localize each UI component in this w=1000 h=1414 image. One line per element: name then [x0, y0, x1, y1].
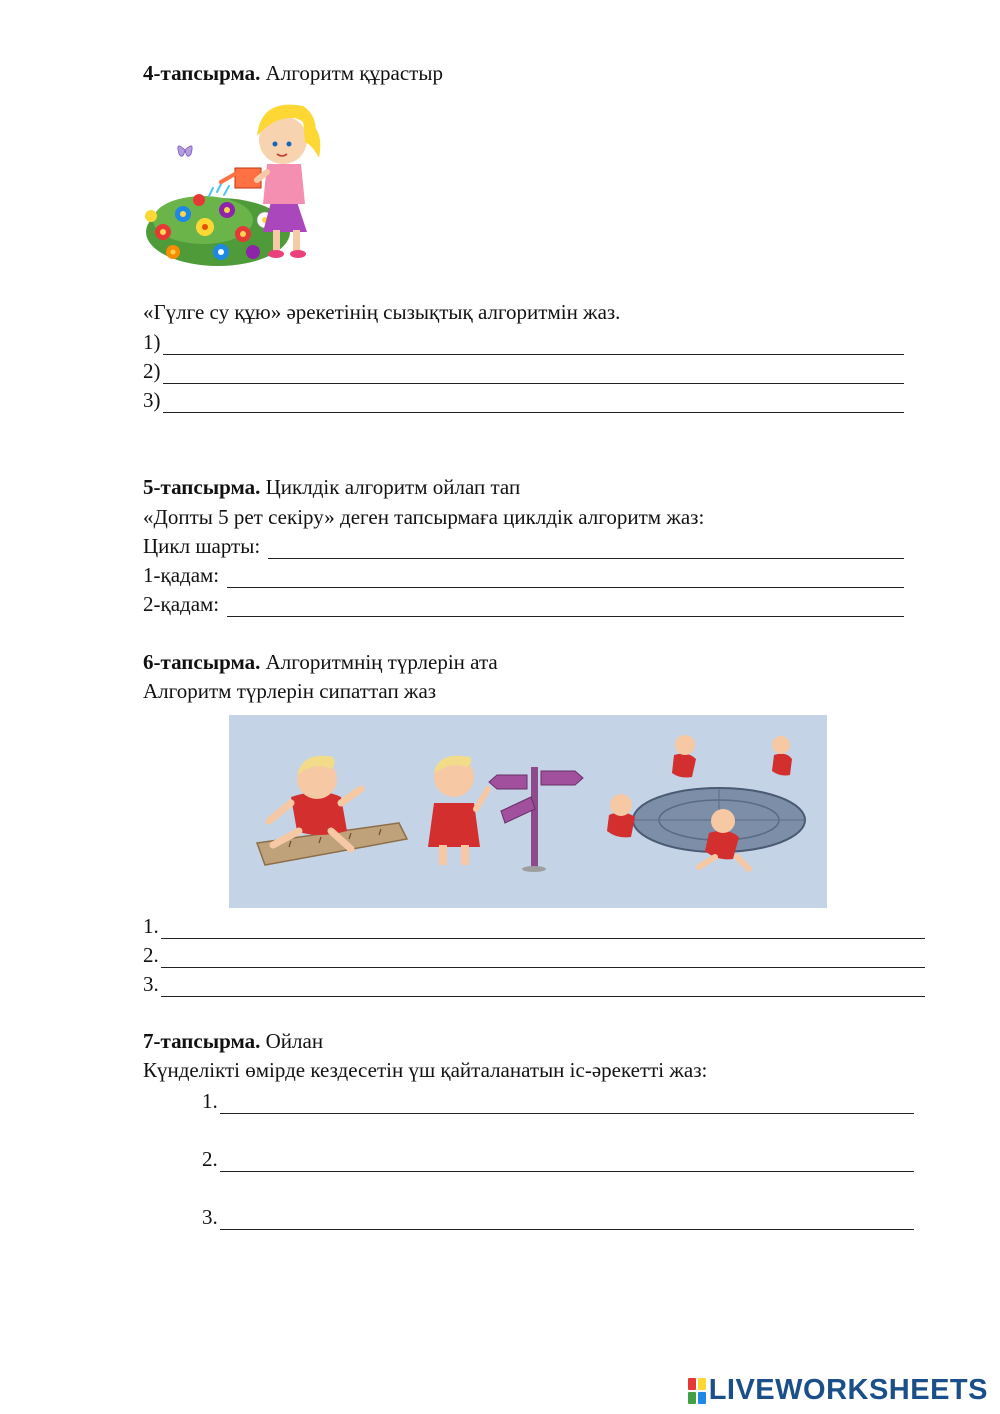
task4-heading: [143, 60, 443, 86]
answer-number: 2.: [143, 943, 159, 967]
cycle-condition-label: Цикл шарты:: [143, 534, 261, 558]
task7-answer-row: [202, 1088, 914, 1114]
step-1-label: 1-қадам:: [143, 563, 220, 587]
task5-number: 5-тапсырма.: [143, 475, 261, 499]
task4-title: Алгоритм құрастыр: [265, 61, 443, 85]
task7-instruction: Күнделікті өмірде кездесетін үш қайталанатын іс-әрекетті жаз:: [143, 1058, 708, 1082]
task7-answer-2-input[interactable]: [220, 1152, 914, 1172]
answer-number: 3.: [143, 972, 159, 996]
task5-answer-row: [143, 591, 904, 617]
task5-title: Циклдік алгоритм ойлап тап: [265, 475, 521, 499]
girl-watering-flowers-image: [143, 92, 343, 268]
task7-answer-row: [202, 1146, 914, 1172]
task6-answer-row: [143, 913, 925, 939]
logo-text: LIVEWORKSHEETS: [708, 1374, 988, 1406]
step-1-input[interactable]: [227, 568, 904, 588]
task6-title: Алгоритмнің түрлерін ата: [265, 650, 498, 674]
task4-answer-1-input[interactable]: [163, 335, 905, 355]
step-2-input[interactable]: [227, 597, 904, 617]
task7-answer-row: [202, 1204, 914, 1230]
task4-answer-2-input[interactable]: [163, 364, 905, 384]
task5-heading: [143, 474, 520, 500]
task4-number: 4-тапсырма.: [143, 61, 261, 85]
task6-answer-row: [143, 971, 925, 997]
task4-answer-3-input[interactable]: [163, 393, 905, 413]
task6-answer-row: [143, 942, 925, 968]
task4-answer-row: [143, 387, 904, 413]
task7-number: 7-тапсырма.: [143, 1029, 261, 1053]
algorithm-types-image: [229, 715, 827, 908]
answer-number: 3): [143, 388, 161, 412]
answer-number: 2.: [202, 1147, 218, 1171]
task7-answer-1-input[interactable]: [220, 1094, 914, 1114]
answer-number: 3.: [202, 1205, 218, 1229]
answer-number: 1.: [202, 1089, 218, 1113]
task7-title: Ойлан: [265, 1029, 324, 1053]
task6-heading: [143, 649, 498, 675]
task5-instruction: «Допты 5 рет секіру» деген тапсырмаға циклдік алгоритм жаз:: [143, 505, 705, 529]
task6-answer-2-input[interactable]: [161, 948, 925, 968]
task6-instruction: Алгоритм түрлерін сипаттап жаз: [143, 679, 437, 703]
task4-instruction: «Гүлге су құю» әрекетінің сызықтық алгоритмін жаз.: [143, 300, 621, 324]
task6-answer-1-input[interactable]: [161, 919, 925, 939]
task7-answer-3-input[interactable]: [220, 1210, 914, 1230]
liveworksheets-logo-icon: [688, 1378, 706, 1404]
task6-number: 6-тапсырма.: [143, 650, 261, 674]
task5-answer-row: [143, 533, 904, 559]
task6-answer-3-input[interactable]: [161, 977, 925, 997]
answer-number: 1): [143, 330, 161, 354]
task5-answer-row: [143, 562, 904, 588]
step-2-label: 2-қадам:: [143, 592, 220, 616]
task7-heading: [143, 1028, 323, 1054]
task4-answer-row: [143, 329, 904, 355]
liveworksheets-logo: [688, 1374, 988, 1407]
cycle-condition-input[interactable]: [268, 539, 904, 559]
answer-number: 2): [143, 359, 161, 383]
answer-number: 1.: [143, 914, 159, 938]
task4-answer-row: [143, 358, 904, 384]
